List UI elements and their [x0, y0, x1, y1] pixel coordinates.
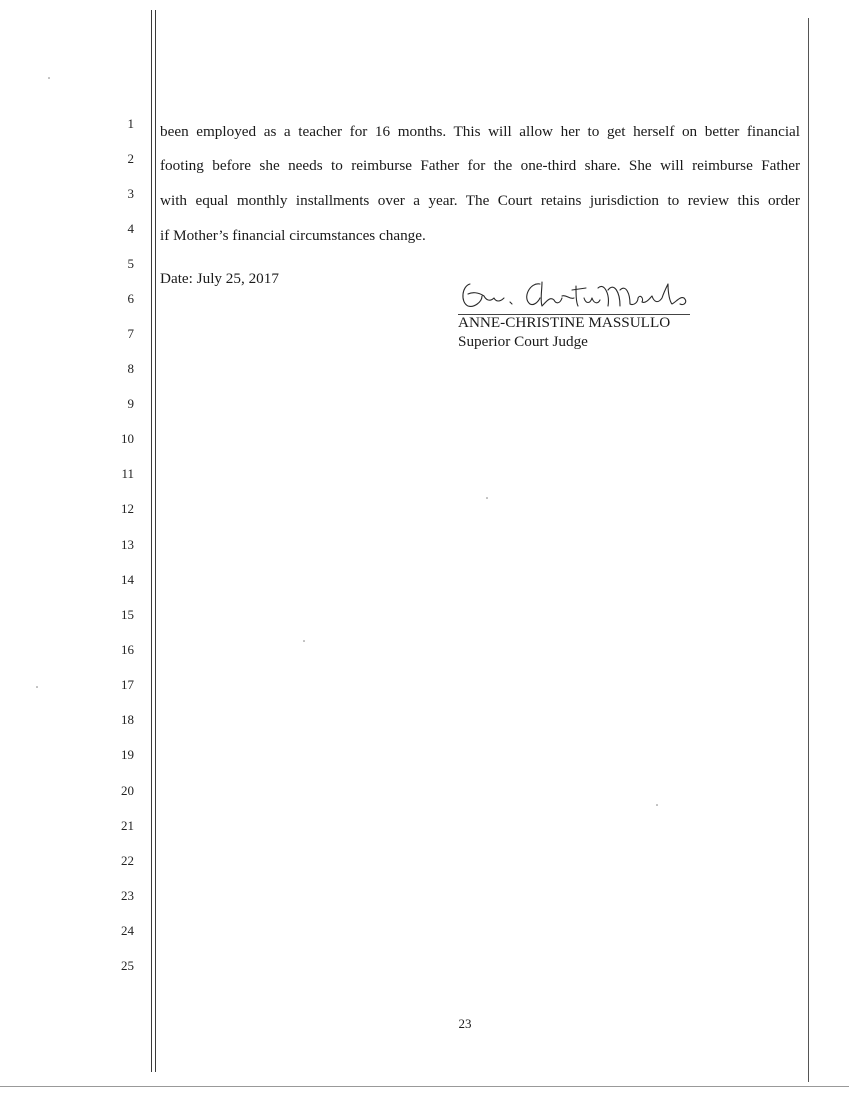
- line-number: 18: [121, 712, 134, 727]
- line-number: 15: [121, 607, 134, 622]
- line-number: 9: [127, 396, 134, 411]
- handwritten-signature: [458, 276, 698, 316]
- right-margin-rule: [808, 18, 809, 1082]
- line-number: 2: [127, 151, 134, 166]
- scan-speck: [303, 640, 305, 642]
- line-number: 7: [127, 326, 134, 341]
- line-number: 20: [121, 783, 134, 798]
- line-number: 21: [121, 818, 134, 833]
- bottom-edge-rule: [0, 1086, 849, 1087]
- line-number: 11: [121, 466, 134, 481]
- line-number: 6: [127, 291, 134, 306]
- body-text-line: footing before she needs to reimburse Father for the one-third share. She will reimburse Father: [160, 157, 800, 174]
- line-number: 25: [121, 958, 134, 973]
- line-number: 16: [121, 642, 134, 657]
- judge-title: Superior Court Judge: [458, 333, 588, 350]
- scan-speck: [486, 497, 488, 499]
- judge-name: ANNE-CHRISTINE MASSULLO: [458, 314, 671, 331]
- line-number: 13: [121, 537, 134, 552]
- line-number: 22: [121, 853, 134, 868]
- page-number: 23: [458, 1016, 472, 1031]
- line-number: 12: [121, 501, 134, 516]
- body-text-line: been employed as a teacher for 16 months. This will allow her to get herself on better financial: [160, 123, 800, 140]
- left-margin-rule: [151, 10, 152, 1072]
- body-text-line: if Mother’s financial circumstances change.: [160, 227, 426, 244]
- line-number: 19: [121, 747, 134, 762]
- scan-speck: [36, 686, 38, 688]
- line-number: 1: [127, 116, 134, 131]
- line-number: 5: [127, 256, 134, 271]
- line-number: 4: [127, 221, 134, 236]
- line-number: 23: [121, 888, 134, 903]
- line-number: 14: [121, 572, 134, 587]
- line-number: 8: [127, 361, 134, 376]
- left-margin-rule-inner: [155, 10, 156, 1072]
- body-text-line: with equal monthly installments over a year. The Court retains jurisdiction to review this order: [160, 192, 800, 209]
- line-number: 3: [127, 186, 134, 201]
- date-text: Date: July 25, 2017: [160, 270, 279, 287]
- line-number: 24: [121, 923, 134, 938]
- line-number: 17: [121, 677, 134, 692]
- scan-speck: [656, 804, 658, 806]
- scan-speck: [48, 77, 50, 79]
- line-number: 10: [121, 431, 134, 446]
